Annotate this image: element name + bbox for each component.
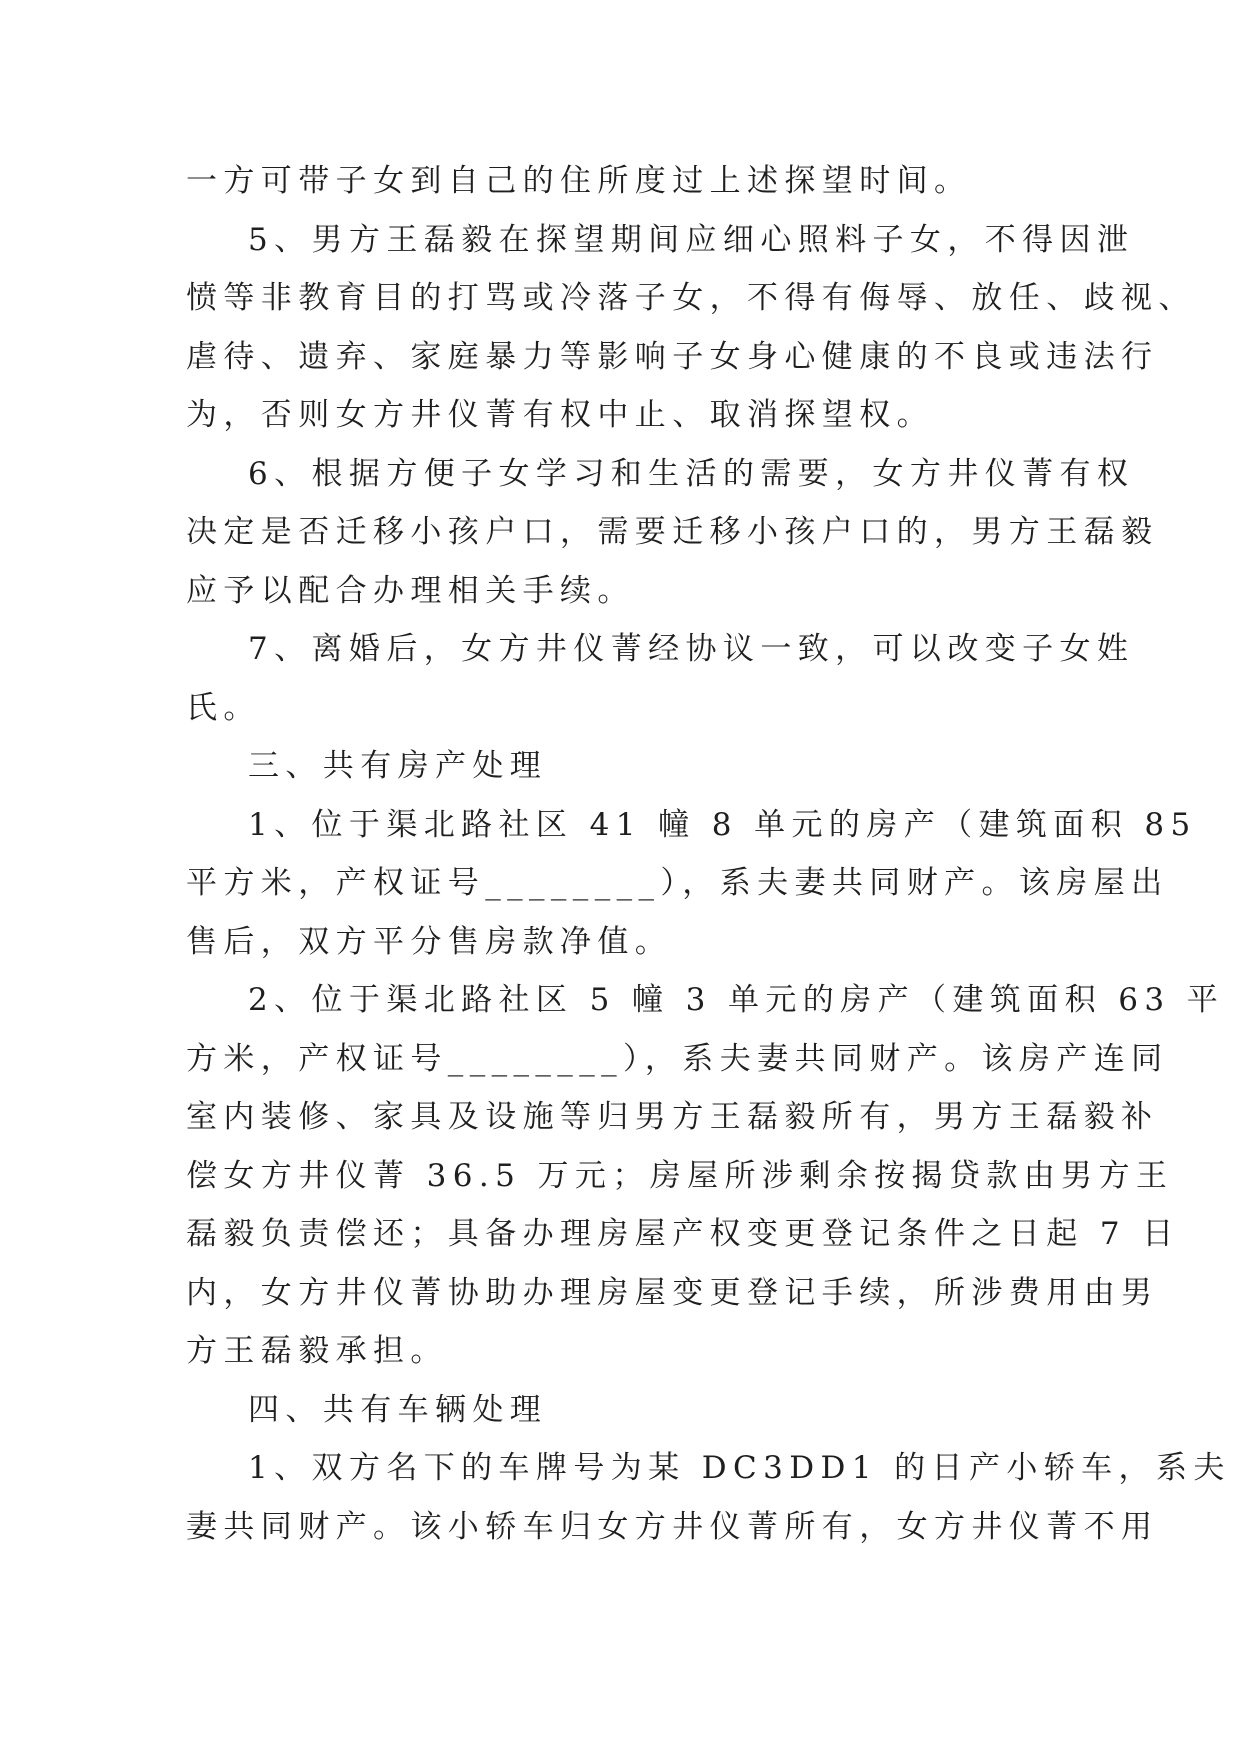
text-line: 7、离婚后，女方井仪菁经协议一致，可以改变子女姓 bbox=[248, 631, 1135, 667]
text-line: 决定是否迁移小孩户口，需要迁移小孩户口的，男方王磊毅 bbox=[186, 514, 1159, 550]
text-line: 方王磊毅承担。 bbox=[186, 1333, 448, 1369]
text-line: 偿女方井仪菁 36.5 万元；房屋所涉剩余按揭贷款由男方王 bbox=[186, 1157, 1174, 1194]
text-line: 内，女方井仪菁协助办理房屋变更登记手续，所涉费用由男 bbox=[186, 1274, 1159, 1311]
text-line: 为，否则女方井仪菁有权中止、取消探望权。 bbox=[186, 397, 934, 433]
text-line: 妻共同财产。该小轿车归女方井仪菁所有，女方井仪菁不用 bbox=[186, 1508, 1159, 1545]
text-line: 一方可带子女到自己的住所度过上述探望时间。 bbox=[186, 163, 972, 199]
document-body bbox=[186, 152, 1231, 1556]
section-heading: 四、共有车辆处理 bbox=[248, 1391, 548, 1428]
text-line: 5、男方王磊毅在探望期间应细心照料子女，不得因泄 bbox=[248, 221, 1135, 258]
text-line: 虐待、遗弃、家庭暴力等影响子女身心健康的不良或违法行 bbox=[186, 338, 1159, 375]
text-line: 1、位于渠北路社区 41 幢 8 单元的房产（建筑面积 85 bbox=[248, 806, 1197, 843]
text-line: 磊毅负责偿还；具备办理房屋产权变更登记条件之日起 7 日 bbox=[186, 1216, 1180, 1252]
text-line: 方米，产权证号________），系夫妻共同财产。该房产连同 bbox=[186, 1040, 1169, 1077]
text-line: 室内装修、家具及设施等归男方王磊毅所有，男方王磊毅补 bbox=[186, 1099, 1159, 1135]
section-heading: 三、共有房产处理 bbox=[248, 748, 548, 784]
text-line: 6、根据方便子女学习和生活的需要，女方井仪菁有权 bbox=[248, 455, 1135, 492]
text-line: 应予以配合办理相关手续。 bbox=[186, 572, 635, 609]
text-line: 愤等非教育目的打骂或冷落子女，不得有侮辱、放任、歧视、 bbox=[186, 280, 1196, 316]
text-line: 售后，双方平分售房款净值。 bbox=[186, 923, 673, 960]
text-line: 2、位于渠北路社区 5 幢 3 单元的房产（建筑面积 63 平 bbox=[248, 982, 1225, 1018]
text-line: 1、双方名下的车牌号为某 DC3DD1 的日产小轿车，系夫 bbox=[248, 1450, 1231, 1486]
text-line: 平方米，产权证号________），系夫妻共同财产。该房屋出 bbox=[186, 865, 1169, 901]
text-line: 氏。 bbox=[186, 689, 261, 726]
